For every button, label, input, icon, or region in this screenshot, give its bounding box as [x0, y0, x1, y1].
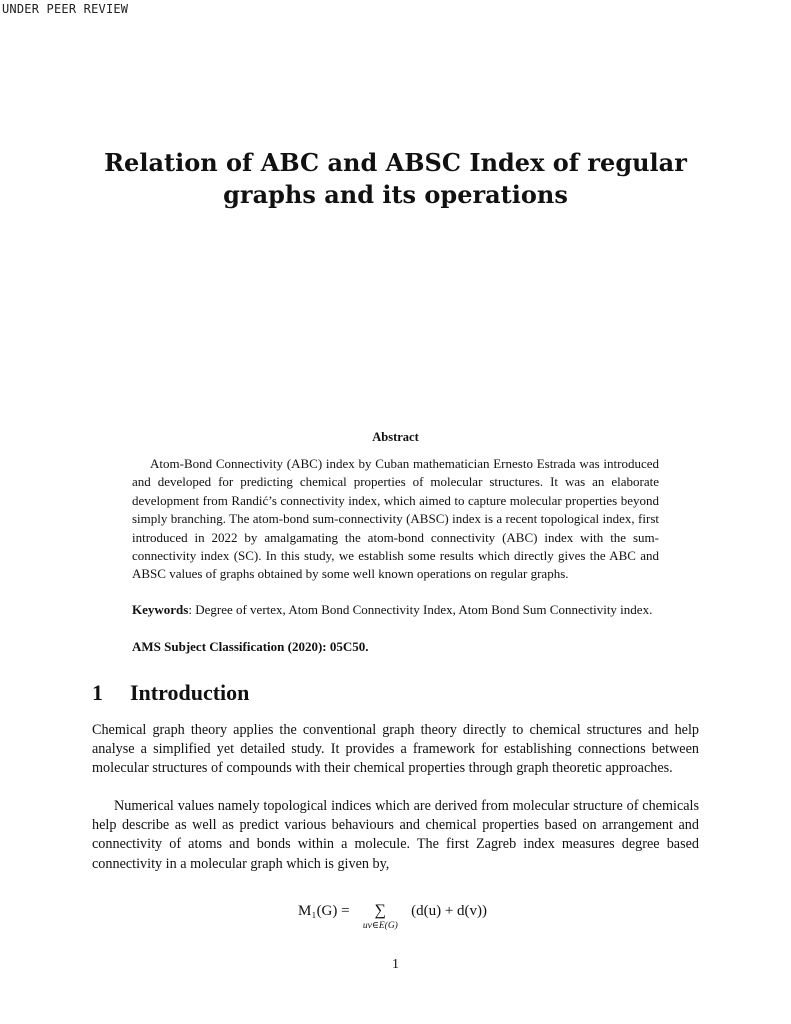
paper-title — [60, 147, 731, 211]
title-line-1: Relation of ABC and ABSC Index of regular — [104, 148, 687, 177]
review-watermark: UNDER PEER REVIEW — [2, 2, 129, 16]
summation — [357, 902, 403, 931]
intro-paragraph-2: Numerical values namely topological indices which are derived from molecular structure of chemicals help describe as well as predict various behaviours and chemical properties based on arrangement and connectivity of atoms and bonds within a molecule. The first Zagreb index measures degree based connectivity in a molecular graph which is given by, — [92, 798, 699, 872]
keywords — [132, 601, 659, 619]
zagreb-formula — [298, 902, 488, 931]
formula-lhs: M₁(G) = — [298, 903, 350, 919]
ams-classification: AMS Subject Classification (2020): 05C50. — [132, 639, 369, 654]
formula-rhs: (d(u) + d(v)) — [411, 903, 488, 919]
intro-paragraph-1: Chemical graph theory applies the conventional graph theory directly to chemical structures and help analyse a simplified yet detailed study. It provides a framework for establishing connections between molecular structures of compounds with their chemical properties through graph theoretic approaches. — [92, 722, 699, 777]
page-number: 1 — [392, 957, 399, 972]
sigma-symbol: ∑ — [374, 902, 387, 919]
keywords-label: Keywords — [132, 602, 189, 617]
title-line-2: graphs and its operations — [223, 180, 568, 209]
section-heading — [92, 680, 249, 706]
abstract-text: Atom-Bond Connectivity (ABC) index by Cuban mathematician Ernesto Estrada was introduced and developed for predicting chemical properties of molecular structures. It was an elaborate development from Randić’s connectivity index, which aimed to capture molecular properties beyond simply branching. The atom-bond sum-connectivity (ABSC) index is a recent topological index, first introduced in 2022 by amalgamating the atom-bond connectivity (ABC) index with the sum-connectivity index (SC). In this study, we establish some results which directly gives the ABC and ABSC values of graphs obtained by some well known operations on regular graphs. — [132, 456, 659, 582]
section-number: 1 — [92, 680, 103, 705]
section-title: Introduction — [130, 680, 250, 705]
abstract-heading: Abstract — [372, 430, 419, 444]
keywords-text: : Degree of vertex, Atom Bond Connectivity Index, Atom Bond Sum Connectivity index. — [188, 602, 653, 617]
summation-subscript: uv∈E(G) — [362, 921, 398, 931]
